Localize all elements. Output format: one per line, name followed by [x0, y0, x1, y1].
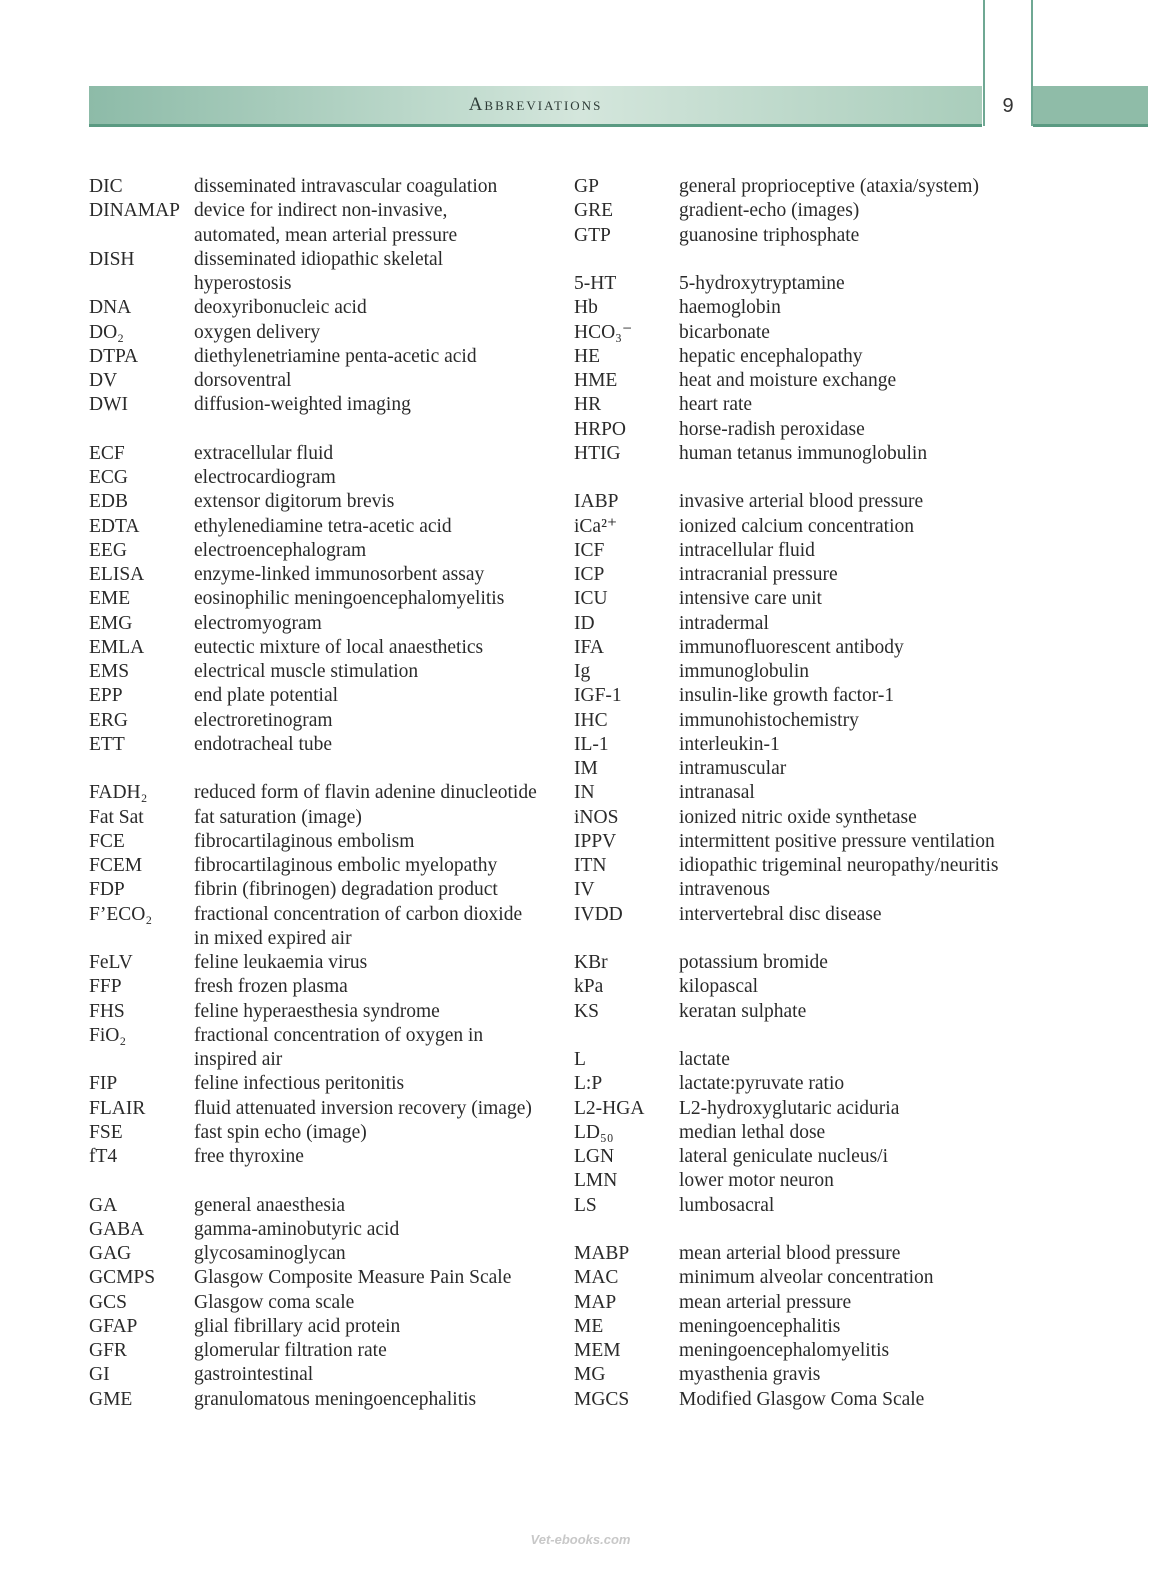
abbreviation-term: IVDD: [574, 903, 623, 925]
abbreviation-entry: [574, 951, 1044, 975]
abbreviation-column-right: [574, 175, 1044, 1412]
section-gap: [574, 1024, 1044, 1048]
abbreviation-term: [89, 927, 194, 951]
abbreviation-definition: endotracheal tube: [194, 733, 333, 755]
abbreviation-entry: [89, 1048, 559, 1072]
abbreviation-definition: fibrin (fibrinogen) degradation product: [194, 879, 498, 901]
abbreviation-term: 5-HT: [574, 273, 617, 294]
abbreviation-entry: [89, 1024, 559, 1048]
abbreviation-term: EDTA: [89, 515, 140, 537]
abbreviation-entry: [574, 1145, 1044, 1169]
abbreviation-definition: general anaesthesia: [194, 1194, 346, 1216]
abbreviation-term: EPP: [89, 685, 123, 707]
abbreviation-entry: [574, 1121, 1044, 1145]
abbreviation-entry: [89, 393, 559, 417]
abbreviation-term: KS: [574, 1000, 599, 1022]
abbreviation-entry: [89, 345, 559, 369]
abbreviation-definition: gastrointestinal: [194, 1364, 314, 1386]
abbreviation-term: KBr: [574, 952, 608, 973]
abbreviation-definition: keratan sulphate: [679, 1000, 807, 1022]
abbreviation-term: GCS: [89, 1291, 127, 1313]
abbreviation-term: Hb: [574, 297, 598, 319]
abbreviation-term: ICF: [574, 539, 605, 561]
abbreviation-definition: intensive care unit: [679, 588, 822, 610]
abbreviation-definition: feline hyperaesthesia syndrome: [194, 1000, 440, 1022]
abbreviation-entry: [89, 1291, 559, 1315]
abbreviation-term: EEG: [89, 539, 127, 561]
abbreviation-entry: [89, 296, 559, 320]
abbreviation-entry: [574, 1291, 1044, 1315]
abbreviation-term: ECG: [89, 467, 128, 488]
abbreviation-entry: [89, 1097, 559, 1121]
abbreviation-definition: interleukin-1: [679, 733, 780, 755]
abbreviation-definition: fat saturation (image): [194, 806, 362, 828]
abbreviation-entry: [89, 272, 559, 296]
abbreviation-definition: intravenous: [679, 879, 770, 901]
abbreviation-entry: [574, 1169, 1044, 1193]
abbreviation-entry: [89, 1363, 559, 1387]
abbreviation-definition: L2-hydroxyglutaric aciduria: [679, 1097, 900, 1119]
abbreviation-term: ELISA: [89, 564, 145, 585]
abbreviation-entry: [574, 975, 1044, 999]
abbreviation-definition: intermittent positive pressure ventilation: [679, 830, 995, 852]
abbreviation-definition: immunofluorescent antibody: [679, 636, 904, 658]
abbreviation-definition: electroretinogram: [194, 709, 333, 731]
abbreviation-entry: [574, 1339, 1044, 1363]
abbreviation-term: GI: [89, 1364, 110, 1386]
abbreviation-entry: [574, 345, 1044, 369]
abbreviation-entry: [89, 490, 559, 514]
abbreviation-definition: idiopathic trigeminal neuropathy/neuritis: [679, 855, 999, 876]
abbreviation-entry: [89, 369, 559, 393]
abbreviation-entry: [89, 733, 559, 757]
section-gap: [89, 757, 559, 781]
abbreviation-entry: [89, 927, 559, 951]
abbreviation-term: ERG: [89, 709, 128, 731]
abbreviation-definition: meningoencephalitis: [679, 1315, 841, 1337]
abbreviation-entry: [574, 393, 1044, 417]
abbreviation-entry: [574, 175, 1044, 199]
abbreviation-definition: feline leukaemia virus: [194, 952, 368, 973]
abbreviation-definition: fractional concentration of carbon dioxide: [194, 903, 523, 925]
abbreviation-entry: [89, 1388, 559, 1412]
abbreviation-definition: Glasgow Composite Measure Pain Scale: [194, 1267, 512, 1289]
abbreviation-term: MABP: [574, 1243, 630, 1264]
abbreviation-term: LS: [574, 1194, 597, 1216]
abbreviation-entry: [89, 1266, 559, 1290]
abbreviation-entry: [89, 684, 559, 708]
abbreviation-definition: ionized calcium concentration: [679, 515, 914, 537]
abbreviation-definition: mean arterial pressure: [679, 1291, 852, 1313]
abbreviation-definition: glial fibrillary acid protein: [194, 1315, 401, 1337]
abbreviation-definition: oxygen delivery: [194, 321, 321, 343]
abbreviation-term: EDB: [89, 491, 128, 513]
abbreviation-definition: intranasal: [679, 782, 755, 804]
abbreviation-definition: immunohistochemistry: [679, 709, 859, 731]
abbreviation-term: HE: [574, 345, 600, 367]
abbreviation-term: IHC: [574, 709, 608, 731]
abbreviation-term: MG: [574, 1364, 606, 1386]
abbreviation-definition: glomerular filtration rate: [194, 1340, 387, 1361]
abbreviation-definition: diethylenetriamine penta-acetic acid: [194, 345, 477, 367]
abbreviation-term: L2-HGA: [574, 1097, 645, 1119]
abbreviation-entry: [574, 684, 1044, 708]
abbreviation-term: [89, 1048, 194, 1072]
abbreviation-entry: [574, 660, 1044, 684]
abbreviation-entry: [89, 1242, 559, 1266]
abbreviation-entry: [574, 709, 1044, 733]
abbreviation-entry: [89, 1218, 559, 1242]
abbreviation-definition: gamma-aminobutyric acid: [194, 1218, 400, 1240]
abbreviation-term: L:P: [574, 1073, 603, 1095]
abbreviation-definition: electromyogram: [194, 612, 322, 634]
watermark-logo: Vet-ebooks.com: [530, 1532, 631, 1547]
abbreviation-entry: [89, 175, 559, 199]
abbreviation-term: IPPV: [574, 830, 617, 852]
abbreviation-term: IN: [574, 782, 595, 804]
abbreviation-definition: extracellular fluid: [194, 442, 334, 464]
abbreviation-definition: kilopascal: [679, 976, 759, 998]
abbreviation-term: FLAIR: [89, 1097, 146, 1119]
abbreviation-definition: haemoglobin: [679, 297, 781, 319]
abbreviation-term: HR: [574, 394, 602, 416]
abbreviation-definition: extensor digitorum brevis: [194, 491, 395, 513]
abbreviation-term: FCEM: [89, 855, 143, 876]
abbreviation-entry: [89, 612, 559, 636]
abbreviation-term: iNOS: [574, 806, 619, 828]
abbreviation-definition: end plate potential: [194, 685, 339, 707]
abbreviation-term: GME: [89, 1388, 133, 1410]
abbreviation-definition: insulin-like growth factor-1: [679, 685, 895, 707]
abbreviation-definition: human tetanus immunoglobulin: [679, 442, 928, 464]
abbreviation-entry: [89, 442, 559, 466]
abbreviation-term: IM: [574, 758, 598, 779]
abbreviation-term: FiO₂: [89, 1024, 127, 1046]
abbreviation-term: ETT: [89, 733, 125, 755]
abbreviation-term: MAC: [574, 1267, 619, 1289]
abbreviation-definition: inspired air: [194, 1049, 283, 1070]
abbreviation-entry: [89, 224, 559, 248]
abbreviation-definition: potassium bromide: [679, 952, 828, 973]
section-gap: [574, 466, 1044, 490]
abbreviation-term: DIC: [89, 176, 123, 197]
abbreviation-term: HME: [574, 370, 618, 391]
abbreviation-definition: fibrocartilaginous embolic myelopathy: [194, 855, 498, 876]
abbreviation-term: EME: [89, 588, 131, 610]
abbreviation-definition: electrical muscle stimulation: [194, 661, 419, 682]
abbreviation-entry: [574, 369, 1044, 393]
abbreviation-definition: feline infectious peritonitis: [194, 1073, 405, 1095]
abbreviation-definition: invasive arterial blood pressure: [679, 491, 924, 513]
abbreviation-definition: guanosine triphosphate: [679, 224, 860, 246]
abbreviation-term: DO₂: [89, 321, 124, 343]
abbreviation-entry: [574, 1266, 1044, 1290]
abbreviation-definition: immunoglobulin: [679, 661, 810, 682]
abbreviation-term: MAP: [574, 1291, 617, 1313]
abbreviation-definition: lower motor neuron: [679, 1170, 834, 1192]
page-number: 9: [1002, 95, 1014, 117]
abbreviation-entry: [89, 539, 559, 563]
abbreviation-entry: [574, 490, 1044, 514]
abbreviation-term: EMS: [89, 661, 130, 682]
abbreviation-term: DISH: [89, 248, 135, 270]
abbreviation-entry: [574, 757, 1044, 781]
abbreviation-definition: myasthenia gravis: [679, 1364, 821, 1386]
abbreviation-term: GP: [574, 176, 599, 197]
abbreviation-definition: disseminated idiopathic skeletal: [194, 248, 444, 270]
abbreviation-term: HCO₃⁻: [574, 321, 633, 343]
running-header-right-band: [1033, 86, 1148, 127]
abbreviation-entry: [574, 1242, 1044, 1266]
abbreviation-entry: [574, 199, 1044, 223]
abbreviation-term: kPa: [574, 976, 604, 998]
abbreviation-term: LGN: [574, 1146, 615, 1167]
abbreviation-entry: [574, 224, 1044, 248]
abbreviation-term: FADH₂: [89, 782, 148, 804]
abbreviation-definition: eosinophilic meningoencephalomyelitis: [194, 588, 505, 610]
abbreviation-term: IL-1: [574, 733, 609, 755]
abbreviation-entry: [89, 1339, 559, 1363]
abbreviation-definition: 5-hydroxytryptamine: [679, 273, 845, 294]
abbreviation-term: GA: [89, 1194, 118, 1216]
abbreviation-definition: intracranial pressure: [679, 564, 838, 585]
abbreviation-term: GCMPS: [89, 1267, 156, 1289]
abbreviation-term: GFAP: [89, 1315, 138, 1337]
abbreviation-term: LD₅₀: [574, 1121, 614, 1143]
abbreviation-term: ITN: [574, 855, 607, 876]
abbreviation-entry: [574, 806, 1044, 830]
abbreviation-definition: eutectic mixture of local anaesthetics: [194, 636, 484, 658]
abbreviation-term: ID: [574, 612, 595, 634]
abbreviation-entry: [89, 709, 559, 733]
abbreviation-definition: fluid attenuated inversion recovery (image): [194, 1097, 532, 1119]
abbreviation-entry: [89, 1072, 559, 1096]
abbreviation-entry: [89, 878, 559, 902]
abbreviation-entry: [574, 1048, 1044, 1072]
abbreviation-term: ICP: [574, 564, 605, 585]
abbreviation-entry: [89, 466, 559, 490]
running-header: [89, 86, 982, 127]
abbreviation-entry: [89, 951, 559, 975]
abbreviation-term: FIP: [89, 1073, 118, 1095]
abbreviation-entry: [89, 830, 559, 854]
abbreviation-entry: [574, 1315, 1044, 1339]
section-gap: [89, 1169, 559, 1193]
abbreviation-entry: [574, 272, 1044, 296]
abbreviation-definition: intradermal: [679, 612, 769, 634]
abbreviation-entry: [89, 806, 559, 830]
abbreviation-definition: enzyme-linked immunosorbent assay: [194, 564, 485, 585]
abbreviation-entry: [574, 296, 1044, 320]
abbreviation-term: fT4: [89, 1146, 118, 1167]
abbreviation-term: HRPO: [574, 418, 627, 440]
abbreviation-entry: [574, 878, 1044, 902]
abbreviation-entry: [574, 563, 1044, 587]
abbreviation-definition: fractional concentration of oxygen in: [194, 1024, 484, 1046]
abbreviation-entry: [574, 1000, 1044, 1024]
abbreviation-definition: glycosaminoglycan: [194, 1243, 346, 1264]
abbreviation-entry: [89, 1194, 559, 1218]
section-gap: [574, 248, 1044, 272]
abbreviation-entry: [574, 321, 1044, 345]
abbreviation-definition: meningoencephalomyelitis: [679, 1340, 890, 1361]
abbreviation-definition: granulomatous meningoencephalitis: [194, 1388, 477, 1410]
abbreviation-entry: [89, 660, 559, 684]
abbreviation-definition: minimum alveolar concentration: [679, 1267, 934, 1289]
abbreviation-definition: fibrocartilaginous embolism: [194, 830, 415, 852]
abbreviation-definition: Modified Glasgow Coma Scale: [679, 1388, 925, 1410]
abbreviation-term: Fat Sat: [89, 806, 144, 828]
abbreviation-term: DTPA: [89, 345, 139, 367]
abbreviation-entry: [89, 781, 559, 805]
abbreviation-entry: [89, 975, 559, 999]
abbreviation-definition: disseminated intravascular coagulation: [194, 176, 498, 197]
abbreviation-definition: heat and moisture exchange: [679, 370, 897, 391]
abbreviation-definition: electroencephalogram: [194, 539, 367, 561]
abbreviation-term: DWI: [89, 394, 128, 416]
abbreviation-entry: [89, 248, 559, 272]
abbreviation-definition: gradient-echo (images): [679, 200, 860, 222]
abbreviation-entry: [574, 612, 1044, 636]
abbreviation-definition: lactate: [679, 1049, 730, 1070]
abbreviation-term: GTP: [574, 224, 611, 246]
abbreviation-definition: lactate:pyruvate ratio: [679, 1073, 845, 1095]
abbreviation-entry: [89, 1145, 559, 1169]
abbreviation-definition: in mixed expired air: [194, 927, 352, 949]
abbreviation-definition: median lethal dose: [679, 1121, 826, 1143]
abbreviation-definition: horse-radish peroxidase: [679, 418, 865, 440]
abbreviation-term: [89, 272, 194, 296]
abbreviation-entry: [574, 1097, 1044, 1121]
abbreviation-entry: [574, 903, 1044, 927]
abbreviation-term: ECF: [89, 442, 125, 464]
abbreviation-entry: [574, 1072, 1044, 1096]
section-gap: [89, 418, 559, 442]
abbreviation-entry: [89, 636, 559, 660]
abbreviation-term: ICU: [574, 588, 608, 610]
abbreviation-term: FFP: [89, 976, 122, 998]
abbreviation-term: FSE: [89, 1121, 123, 1143]
abbreviation-term: IGF-1: [574, 685, 622, 707]
abbreviation-term: IV: [574, 879, 595, 901]
abbreviation-term: ME: [574, 1315, 604, 1337]
abbreviation-entry: [89, 321, 559, 345]
abbreviation-definition: intramuscular: [679, 758, 787, 779]
abbreviation-entry: [574, 418, 1044, 442]
abbreviation-definition: ionized nitric oxide synthetase: [679, 806, 917, 828]
abbreviation-entry: [89, 903, 559, 927]
abbreviation-term: HTIG: [574, 442, 621, 464]
abbreviation-entry: [89, 1315, 559, 1339]
abbreviation-definition: intervertebral disc disease: [679, 903, 882, 925]
abbreviation-term: GAG: [89, 1243, 132, 1264]
abbreviation-definition: dorsoventral: [194, 370, 292, 391]
running-header-title: Abbreviations: [468, 94, 603, 115]
abbreviation-definition: electrocardiogram: [194, 467, 336, 488]
abbreviation-term: DV: [89, 370, 118, 391]
abbreviation-definition: general proprioceptive (ataxia/system): [679, 176, 979, 197]
abbreviation-entry: [574, 830, 1044, 854]
abbreviation-definition: lumbosacral: [679, 1194, 775, 1216]
abbreviation-entry: [574, 442, 1044, 466]
abbreviation-entry: [89, 199, 559, 223]
abbreviation-term: IABP: [574, 491, 619, 513]
abbreviation-entry: [574, 781, 1044, 805]
section-gap: [574, 1218, 1044, 1242]
abbreviation-entry: [89, 1121, 559, 1145]
abbreviation-term: GRE: [574, 200, 613, 222]
abbreviation-entry: [89, 1000, 559, 1024]
abbreviation-entry: [574, 515, 1044, 539]
abbreviation-term: DINAMAP: [89, 200, 181, 222]
abbreviation-definition: lateral geniculate nucleus/i: [679, 1146, 888, 1167]
abbreviation-column-left: [89, 175, 559, 1412]
abbreviation-entry: [574, 587, 1044, 611]
abbreviation-term: L: [574, 1049, 586, 1070]
abbreviation-definition: deoxyribonucleic acid: [194, 297, 367, 319]
abbreviation-term: EMLA: [89, 636, 145, 658]
abbreviation-entry: [89, 563, 559, 587]
abbreviation-definition: intracellular fluid: [679, 539, 815, 561]
abbreviation-term: FCE: [89, 830, 125, 852]
abbreviation-entry: [89, 515, 559, 539]
abbreviation-entry: [574, 1388, 1044, 1412]
abbreviation-entry: [89, 587, 559, 611]
abbreviation-entry: [574, 733, 1044, 757]
abbreviation-term: MEM: [574, 1340, 621, 1361]
abbreviation-entry: [574, 1194, 1044, 1218]
abbreviation-term: LMN: [574, 1170, 618, 1192]
abbreviation-definition: mean arterial blood pressure: [679, 1243, 901, 1264]
abbreviation-definition: heart rate: [679, 394, 753, 416]
abbreviation-definition: diffusion-weighted imaging: [194, 394, 411, 416]
abbreviation-definition: ethylenediamine tetra-acetic acid: [194, 515, 452, 537]
abbreviation-term: Ig: [574, 661, 591, 682]
abbreviation-term: FeLV: [89, 952, 133, 973]
abbreviation-entry: [574, 636, 1044, 660]
abbreviation-definition: free thyroxine: [194, 1146, 304, 1167]
abbreviation-entry: [574, 854, 1044, 878]
abbreviation-entry: [89, 854, 559, 878]
section-gap: [574, 927, 1044, 951]
abbreviation-term: [89, 224, 194, 248]
abbreviation-term: GABA: [89, 1218, 145, 1240]
abbreviation-term: FHS: [89, 1000, 125, 1022]
abbreviation-definition: bicarbonate: [679, 321, 770, 343]
abbreviation-definition: Glasgow coma scale: [194, 1291, 355, 1313]
abbreviation-term: GFR: [89, 1340, 127, 1361]
abbreviation-definition: hyperostosis: [194, 273, 292, 294]
abbreviation-definition: device for indirect non-invasive,: [194, 200, 448, 222]
abbreviation-term: EMG: [89, 612, 133, 634]
abbreviation-entry: [574, 539, 1044, 563]
abbreviation-term: DNA: [89, 297, 132, 319]
abbreviation-term: MGCS: [574, 1388, 630, 1410]
abbreviation-definition: fresh frozen plasma: [194, 976, 348, 998]
abbreviation-term: iCa²⁺: [574, 515, 618, 537]
abbreviation-definition: hepatic encephalopathy: [679, 345, 863, 367]
abbreviation-definition: reduced form of flavin adenine dinucleotide: [194, 782, 537, 804]
abbreviation-definition: fast spin echo (image): [194, 1121, 367, 1143]
abbreviation-definition: automated, mean arterial pressure: [194, 224, 458, 246]
abbreviation-term: IFA: [574, 636, 604, 658]
abbreviation-entry: [574, 1363, 1044, 1387]
abbreviation-term: F’ECO₂: [89, 903, 153, 925]
abbreviation-term: FDP: [89, 879, 125, 901]
